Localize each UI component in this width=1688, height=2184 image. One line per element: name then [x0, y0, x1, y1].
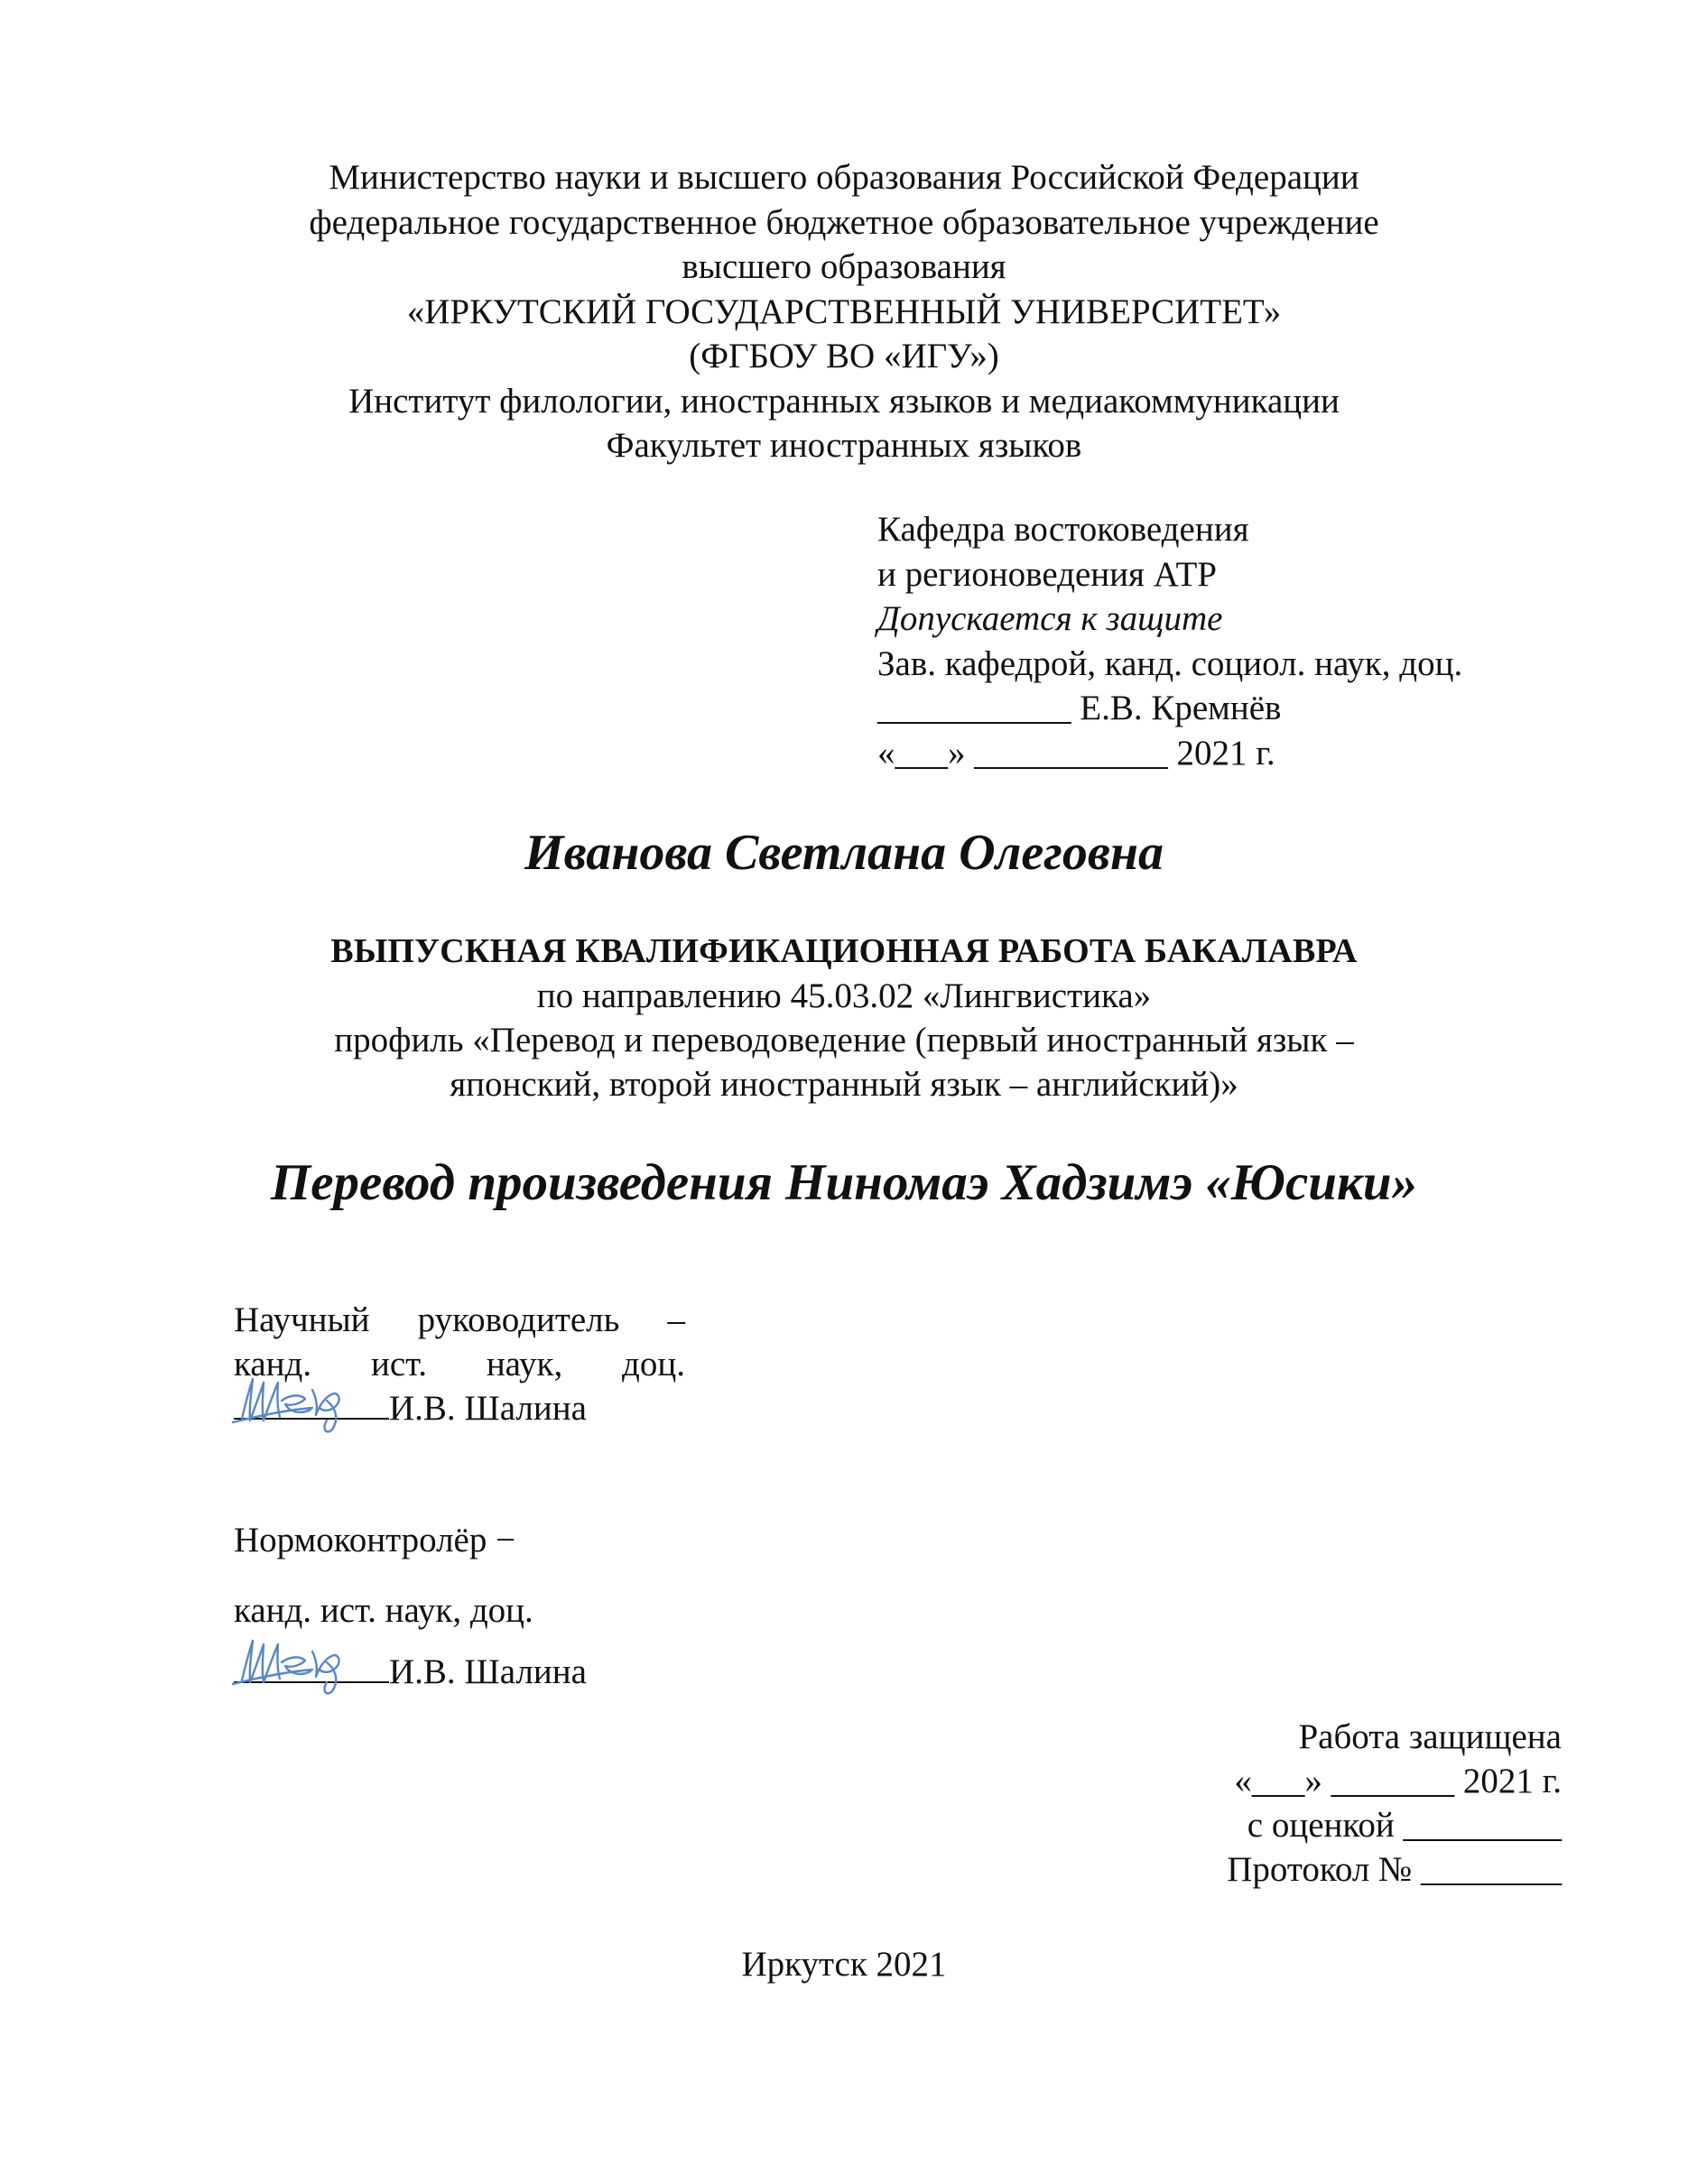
normcontrol-degree-text: канд. ист. наук, доц.	[234, 1591, 533, 1630]
normcontrol-role	[234, 1518, 515, 1562]
department-head: Зав. кафедрой, канд. социол. наук, доц.	[877, 643, 1463, 683]
author-name-text: Иванова Светлана Олеговна	[524, 825, 1164, 881]
city-year-text: Иркутск 2021	[741, 1945, 947, 1984]
supervisor-degree-word-2: ист.	[370, 1345, 427, 1384]
approval-date-line: «___» ___________ 2021 г.	[877, 733, 1275, 773]
thesis-title-text: Перевод произведения Ниномаэ Хадзимэ «Юсики»	[270, 1154, 1418, 1211]
supervisor-degree-word-1: канд.	[234, 1345, 312, 1384]
supervisor-degree-word-3: наук,	[486, 1345, 563, 1384]
supervisor-degree-word-4: доц.	[622, 1345, 685, 1384]
city-year-footer	[0, 1942, 1688, 1986]
institute-line: Институт филологии, иностранных языков и медиакоммуникации	[348, 381, 1340, 421]
department-line-2: и регионоведения АТР	[877, 554, 1217, 594]
supervisor-role-row	[234, 1298, 685, 1342]
university-abbr-line: (ФГБОУ ВО «ИГУ»)	[689, 337, 999, 375]
admitted-to-defense: Допускается к защите	[877, 599, 1223, 638]
work-direction: по направлению 45.03.02 «Лингвистика»	[536, 976, 1152, 1015]
work-profile-line-1: профиль «Перевод и переводоведение (первый иностранный язык –	[334, 1021, 1354, 1060]
supervisor-role-word-2: руководитель	[417, 1300, 620, 1339]
university-name-line: «ИРКУТСКИЙ ГОСУДАРСТВЕННЫЙ УНИВЕРСИТЕТ»	[406, 292, 1282, 331]
department-line-1: Кафедра востоковедения	[877, 510, 1249, 549]
author-name	[0, 821, 1688, 884]
work-description	[0, 930, 1688, 1106]
head-signature-line: ___________ Е.В. Кремнёв	[877, 689, 1282, 727]
ministry-line: Министерство науки и высшего образования Российской Федерации	[329, 158, 1359, 197]
institution-type-line: федеральное государственное бюджетное образовательное учреждение	[309, 202, 1379, 242]
normcontrol-role-text: Нормоконтролёр −	[234, 1521, 516, 1559]
defense-protocol: Протокол № ________	[1227, 1850, 1562, 1889]
supervisor-role-word-1: Научный	[234, 1300, 370, 1339]
work-profile-line-2: японский, второй иностранный язык – английский)»	[450, 1065, 1238, 1104]
institution-header	[0, 155, 1688, 468]
supervisor-role-dash: –	[667, 1300, 685, 1339]
defense-grade: с оценкой _________	[1247, 1806, 1562, 1845]
faculty-line: Факультет иностранных языков	[606, 426, 1082, 465]
handwritten-signature	[226, 1363, 379, 1435]
normcontrol-name: И.В. Шалина	[389, 1652, 587, 1691]
defense-date: «___» _______ 2021 г.	[1234, 1762, 1562, 1800]
defended-label: Работа защищена	[1298, 1717, 1562, 1756]
approval-block	[877, 507, 1462, 775]
supervisor-name: И.В. Шалина	[389, 1389, 587, 1428]
handwritten-signature	[226, 1624, 379, 1697]
work-type: ВЫПУСКНАЯ КВАЛИФИКАЦИОННАЯ РАБОТА БАКАЛАВРА	[330, 932, 1358, 970]
education-level-line: высшего образования	[682, 247, 1006, 286]
thesis-title	[0, 1151, 1688, 1216]
